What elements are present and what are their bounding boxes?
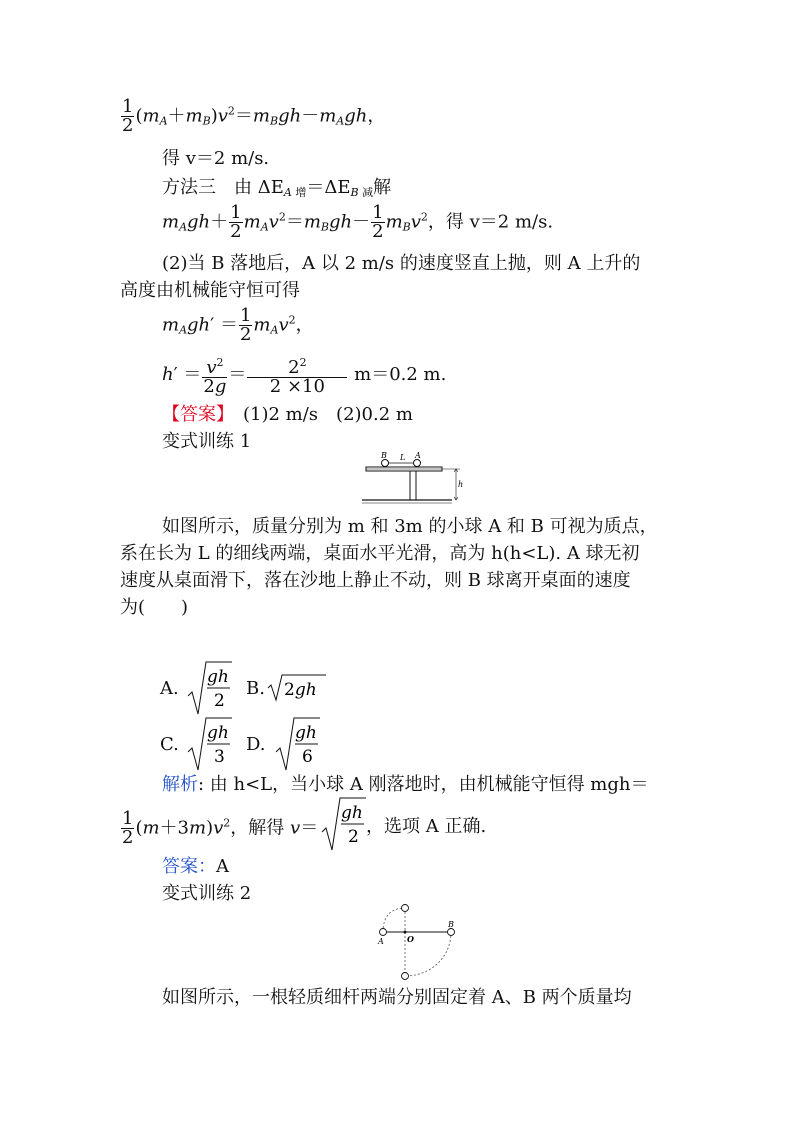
- result-velocity: 得 v＝2 m/s.: [162, 148, 270, 169]
- svg-text:2: 2: [214, 691, 225, 711]
- analysis-line2: $\frac{1}{2}$ $(m+3m)v^2$，解得 v＝: [122, 808, 319, 848]
- option-d-label: D.: [246, 734, 266, 755]
- method3-line: 方法三 由 $\Delta E_{A 增}=\Delta E_{B 减}$解: [162, 177, 392, 199]
- svg-text:h: h: [458, 480, 464, 489]
- variant2-title: 变式训练 2: [162, 883, 252, 904]
- svg-text:B: B: [381, 452, 387, 460]
- figure-table-balls: [360, 452, 470, 508]
- svg-text:gh: gh: [207, 723, 229, 743]
- problem1-line1: 如图所示，质量分别为 m 和 3m 的小球 A 和 B 可视为质点，: [162, 516, 658, 537]
- svg-text:O: O: [407, 934, 414, 944]
- option-a-sqrt: [186, 660, 234, 716]
- problem1-line2: 系在长为 L 的细线两端，桌面水平光滑，高为 h(h<L). A 球无初: [120, 543, 640, 564]
- part2-line1: (2)当 B 落地后，A 以 2 m/s 的速度竖直上抛，则 A 上升的: [162, 253, 641, 274]
- problem2-line1: 如图所示，一根轻质细杆两端分别固定着 A、B 两个质量均: [162, 987, 632, 1008]
- figure-rotating-rod: [374, 900, 464, 984]
- option-b-sqrt: [266, 672, 328, 702]
- svg-text:2: 2: [348, 827, 359, 847]
- svg-text:3: 3: [214, 747, 225, 767]
- answer-line: [162, 404, 413, 426]
- equation-height-1: $m_Agh'$ ＝ $\frac{1}{2}$ $m_Av^2$，: [162, 305, 314, 345]
- option-a-label: A.: [160, 678, 179, 699]
- svg-text:6: 6: [302, 747, 313, 767]
- svg-text:gh: gh: [207, 667, 229, 687]
- variant1-title: 变式训练 1: [162, 431, 252, 452]
- svg-text:A: A: [378, 937, 384, 946]
- option-c-label: C.: [160, 734, 179, 755]
- answer2-label: 答案：: [162, 856, 216, 877]
- part2-line2: 高度由机械能守恒可得: [120, 280, 300, 301]
- answer2-value: A: [216, 856, 229, 877]
- equation-energy-2: $m_Agh+$ $\frac{1}{2}$ $m_Av^2=m_Bgh-$ $\frac{1}{2}$ $m_Bv^2$，得 v＝2 m/s.: [162, 202, 554, 242]
- problem1-line4: 为( ): [120, 597, 189, 618]
- svg-text:A: A: [415, 452, 421, 460]
- option-b-label: B.: [246, 678, 265, 699]
- answer2-line: [162, 856, 229, 878]
- svg-text:B: B: [448, 920, 454, 929]
- analysis-line1: 解析: 由 h<L，当小球 A 刚落地时，由机械能守恒得 mgh＝: [162, 774, 649, 795]
- problem1-line3: 速度从桌面滑下，落在沙地上静止不动，则 B 球离开桌面的速度: [120, 570, 631, 591]
- analysis-conclusion: ，选项 A 正确.: [366, 816, 487, 837]
- option-d-sqrt: [274, 716, 322, 772]
- answer-text: (1)2 m/s (2)0.2 m: [243, 404, 413, 425]
- svg-text:2gh: 2gh: [284, 680, 317, 700]
- svg-text:L: L: [400, 453, 406, 462]
- answer-label: 【答案】: [162, 404, 225, 425]
- svg-text:gh: gh: [341, 803, 363, 823]
- option-c-sqrt: [186, 716, 234, 772]
- analysis-label: 解析: [162, 774, 198, 795]
- ball-a: [414, 460, 421, 467]
- analysis-sqrt: [320, 796, 368, 852]
- ball-a-rod: [380, 929, 387, 936]
- svg-text:gh: gh: [295, 723, 317, 743]
- ball-b: [382, 460, 389, 467]
- ball-b-rod: [448, 929, 455, 936]
- equation-energy-1: $\frac{1}{2}$ $(m_A+m_B)v^2=m_Bgh-m_Agh$，: [122, 96, 386, 136]
- equation-height-2: h′ ＝ $\frac{v^2}{2g}$ ＝ $\frac{2^2}{2 \times 10}$ m＝0.2 m.: [162, 356, 447, 397]
